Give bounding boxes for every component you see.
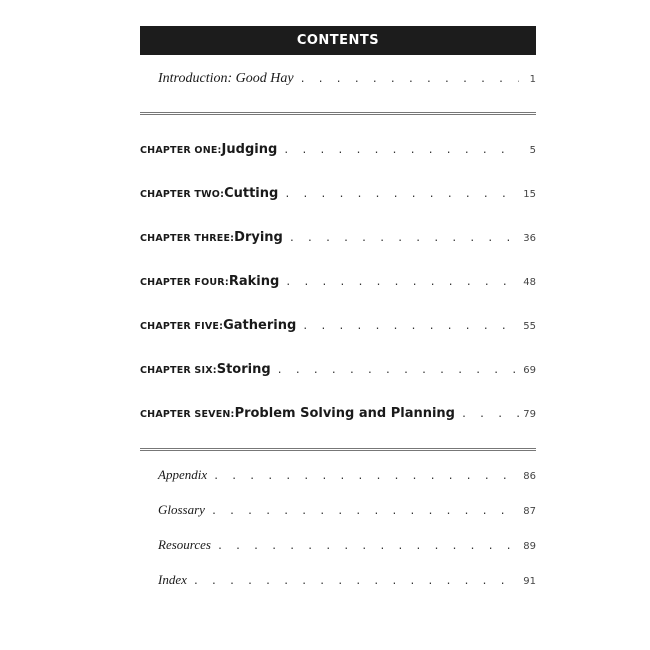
chapter-title: Raking — [228, 274, 280, 289]
page-number: 86 — [523, 471, 536, 482]
dot-leader — [193, 576, 519, 587]
dot-leader — [461, 409, 519, 420]
chapter-title: Gathering — [223, 318, 297, 333]
page-number: 89 — [523, 541, 536, 552]
page-number: 15 — [523, 189, 536, 200]
chapter-prefix: CHAPTER FOUR: — [140, 277, 229, 288]
toc-entry-chapter[interactable] — [140, 274, 536, 289]
entry-title: Introduction: Good Hay — [158, 71, 294, 86]
toc-entry-chapter[interactable] — [140, 406, 536, 421]
dot-leader — [277, 365, 519, 376]
page-number: 55 — [523, 321, 536, 332]
dot-leader — [217, 541, 519, 552]
contents-header — [140, 26, 536, 55]
section-divider — [140, 448, 536, 451]
page-number: 69 — [523, 365, 536, 376]
page-number: 36 — [523, 233, 536, 244]
dot-leader — [284, 189, 519, 200]
dot-leader — [300, 74, 519, 85]
chapter-prefix: CHAPTER SIX: — [140, 365, 217, 376]
chapter-title: Judging — [221, 142, 278, 157]
toc-entry-introduction[interactable] — [158, 71, 536, 87]
entry-title: Glossary — [158, 502, 205, 517]
chapter-prefix: CHAPTER ONE: — [140, 145, 222, 156]
toc-entry-resources[interactable] — [158, 537, 536, 553]
section-divider — [140, 112, 536, 115]
page-number: 79 — [523, 409, 536, 420]
page-number: 1 — [529, 74, 536, 85]
page-number: 91 — [523, 576, 536, 587]
toc-entry-chapter[interactable] — [140, 186, 536, 201]
toc-entry-appendix[interactable] — [158, 467, 536, 483]
chapter-title: Storing — [216, 362, 271, 377]
dot-leader — [213, 471, 519, 482]
chapter-title: Drying — [234, 230, 283, 245]
chapter-prefix: CHAPTER TWO: — [140, 189, 225, 200]
toc-entry-chapter[interactable] — [140, 318, 536, 333]
contents-title: CONTENTS — [296, 33, 380, 48]
toc-entry-chapter[interactable] — [140, 142, 536, 157]
dot-leader — [283, 145, 519, 156]
dot-leader — [211, 506, 519, 517]
entry-title: Index — [158, 572, 187, 587]
page-number: 87 — [523, 506, 536, 517]
chapter-prefix: CHAPTER FIVE: — [140, 321, 224, 332]
chapter-prefix: CHAPTER THREE: — [140, 233, 235, 244]
entry-title: Resources — [158, 537, 211, 552]
dot-leader — [289, 233, 519, 244]
toc-entry-chapter[interactable] — [140, 362, 536, 377]
page-number: 48 — [523, 277, 536, 288]
toc-entry-index[interactable] — [158, 572, 536, 588]
chapter-title: Cutting — [224, 186, 279, 201]
dot-leader — [285, 277, 519, 288]
entry-title: Appendix — [158, 467, 208, 482]
table-of-contents — [140, 26, 536, 587]
page-number: 5 — [529, 145, 536, 156]
dot-leader — [302, 321, 519, 332]
chapter-title: Problem Solving and Planning — [234, 406, 455, 421]
chapter-prefix: CHAPTER SEVEN: — [140, 409, 235, 420]
toc-entry-glossary[interactable] — [158, 502, 536, 518]
toc-entry-chapter[interactable] — [140, 230, 536, 245]
